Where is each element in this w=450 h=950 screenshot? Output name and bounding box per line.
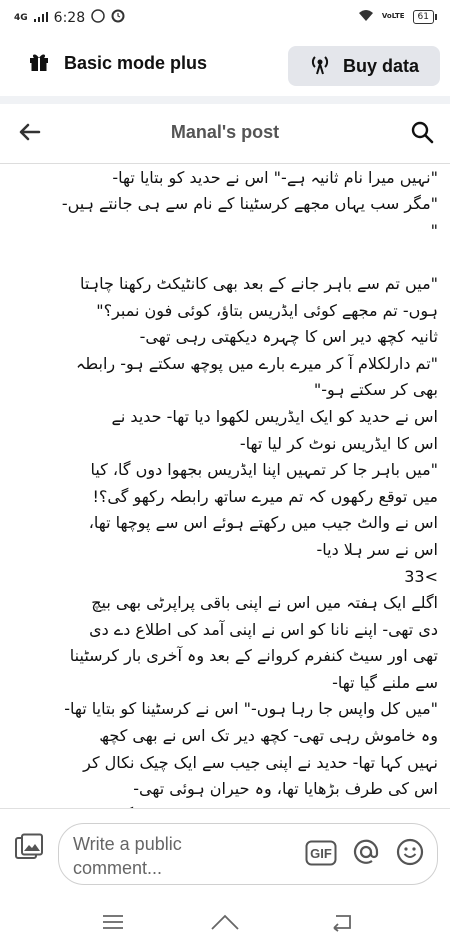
whatsapp-icon <box>91 9 105 27</box>
post-text-line: "میں تم سے باہر جانے کے بعد بھی کانٹیکٹ رکھنا چاہتا <box>80 273 438 293</box>
signal-tower-icon <box>309 53 331 79</box>
post-text-line: "نہیں میرا نام ثانیہ ہے-" اس نے حدید کو بتایا تھا- <box>112 167 438 187</box>
post-text-line: اس نے سر ہلا دیا- <box>316 539 438 559</box>
page-title: Manal's post <box>170 122 280 142</box>
status-right <box>358 9 434 24</box>
status-left <box>14 9 125 27</box>
post-text-line: میں توقع رکھوں کہ تم میرے ساتھ رابطہ رکھو گی؟! <box>92 486 438 506</box>
post-text <box>0 138 450 829</box>
emoji-icon[interactable] <box>395 837 425 871</box>
post-text-line: اس کا ایڈریس نوٹ کر لیا تھا- <box>239 433 438 453</box>
header-divider <box>0 163 450 164</box>
comment-placeholder: Write a public comment... <box>73 834 182 878</box>
post-text-line: دی تھی- اپنے نانا کو اس نے اپنی آمد کی اطلاع دے دی <box>89 619 438 639</box>
post-text-line: " <box>430 220 438 240</box>
status-time: 6:28 <box>53 10 86 26</box>
post-text-line: ثانیہ کچھ دیر اس کا چہرہ دیکھتی رہی تھی- <box>139 327 438 347</box>
home-icon[interactable] <box>210 911 240 935</box>
system-nav-bar <box>0 890 450 950</box>
basic-mode-label: Basic mode plus <box>64 52 208 73</box>
post-text-line: "تم دارلکلام آ کر میرے بارے میں پوچھ سکتے ہو- رابطہ <box>76 353 438 373</box>
top-bar <box>0 40 450 96</box>
volte-label: VoLTE <box>381 12 405 20</box>
post-text-line: تھی اور سیٹ کنفرم کروانے کے بعد وہ آخری بار کرسٹینا <box>69 646 438 666</box>
gift-icon <box>28 50 50 76</box>
post-text-line: اس کی طرف بڑھایا تھا، وہ حیران ہوئی تھی- <box>133 779 438 799</box>
post-header <box>0 106 450 162</box>
post-text-line: >33 <box>404 566 438 586</box>
post-text-line: "مگر سب یہاں مجھے کرسٹینا کے نام سے ہی جانتے ہیں- <box>61 194 438 214</box>
post-text-line: سے ملنے گیا تھا- <box>332 672 438 692</box>
post-text-line: ہوں- تم مجھے کوئی ایڈریس بتاؤ، کوئی فون نمبر؟" <box>96 300 438 320</box>
back-icon[interactable] <box>330 912 356 936</box>
at-icon[interactable] <box>351 837 381 871</box>
post-text-line: بھی کر سکتے ہو-" <box>313 380 438 400</box>
buy-data-label: Buy data <box>342 55 420 76</box>
status-bar <box>0 0 450 34</box>
buy-data-button[interactable] <box>288 46 440 86</box>
post-text-line <box>0 244 450 271</box>
gif-button[interactable] <box>305 840 337 870</box>
comment-composer <box>0 808 450 889</box>
post-text-line: نہیں کہا تھا- حدید نے اپنی جیب سے ایک چیک نکال کر <box>83 752 438 772</box>
alarm-icon <box>111 9 125 27</box>
network-indicator: 4G <box>14 12 28 23</box>
post-text-line: اس نے والٹ جیب میں رکھتے ہوئے اس سے پوچھا تھا، <box>88 513 438 533</box>
post-text-line: اگلے ایک ہفتہ میں اس نے اپنی باقی پراپرٹی بھی بیچ <box>91 593 438 613</box>
post-text-line: وہ خاموش رہی تھی- کچھ دیر تک اس نے بھی کچھ <box>99 726 438 746</box>
post-text-line: "میں باہر جا کر تمہیں اپنا ایڈریس بجھوا دوں گا، کیا <box>90 460 438 480</box>
search-icon[interactable] <box>410 120 434 148</box>
post-text-line: "میں کل واپس جا رہا ہوں-" اس نے کرسٹینا کو بتایا تھا- <box>64 699 438 719</box>
basic-mode-plus[interactable] <box>28 50 207 76</box>
signal-bars-icon <box>34 10 48 26</box>
section-divider <box>0 96 450 104</box>
photo-gallery-icon[interactable] <box>14 833 44 867</box>
wifi-icon <box>358 9 374 24</box>
menu-icon[interactable] <box>102 914 124 934</box>
battery-icon: 61 <box>413 10 434 24</box>
post-body[interactable] <box>0 138 450 806</box>
post-text-line: اس نے حدید کو ایک ایڈریس لکھوا دیا تھا- حدید نے <box>111 406 438 426</box>
comment-input[interactable] <box>58 823 438 885</box>
gif-label: GIF <box>310 846 332 861</box>
